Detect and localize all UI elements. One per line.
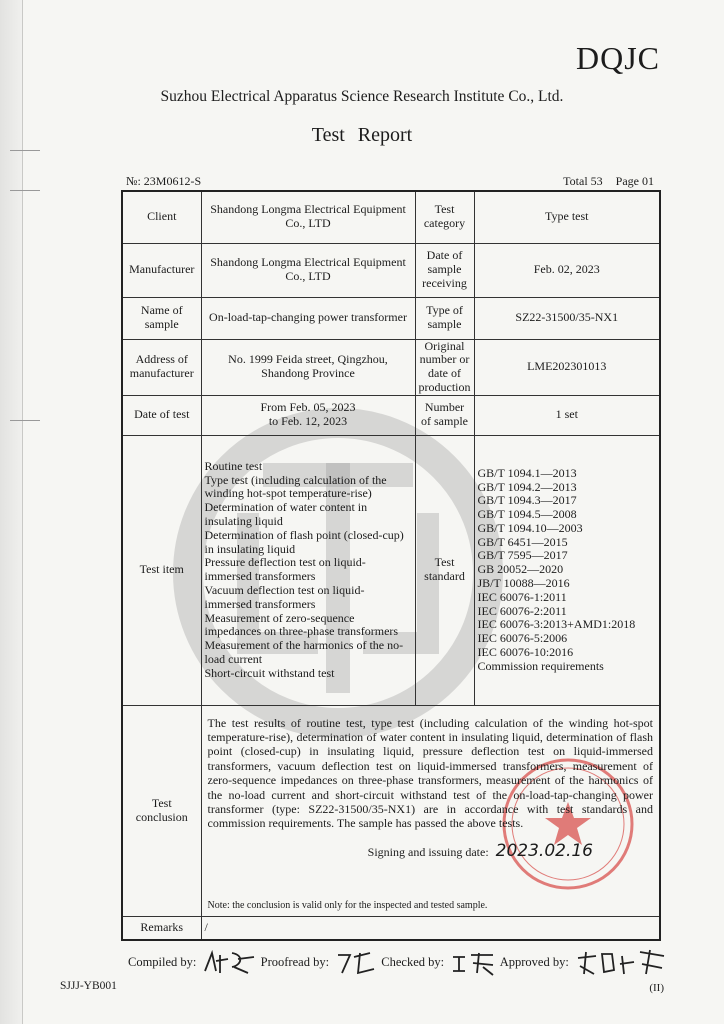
list-item: IEC 60076-10:2016 xyxy=(477,645,574,660)
test-category-value: Type test xyxy=(474,191,660,243)
table-row xyxy=(122,705,660,916)
list-item: GB/T 1094.5—2008 xyxy=(477,507,577,522)
table-row xyxy=(122,297,660,339)
test-category-label: Test category xyxy=(415,191,474,243)
conclusion-note: Note: the conclusion is valid only for the inspected and tested sample. xyxy=(207,900,488,912)
list-item: IEC 60076-5:2006 xyxy=(477,631,568,646)
date-receiving-value: Feb. 02, 2023 xyxy=(474,243,660,297)
address-label: Address of manufacturer xyxy=(122,339,201,395)
checked-signature-icon xyxy=(449,949,497,977)
test-standard-list xyxy=(474,435,660,705)
binding-tick xyxy=(10,190,40,191)
list-item: GB/T 1094.3—2017 xyxy=(477,493,577,508)
report-table xyxy=(121,190,661,941)
report-number: №: 23M0612-S xyxy=(126,174,202,188)
brand-logo: DQJC xyxy=(575,40,660,76)
binding-tick xyxy=(10,420,40,421)
client-value: Shandong Longma Electrical Equipment Co., LTD xyxy=(201,191,415,243)
test-item-label: Test item xyxy=(122,435,201,705)
list-item: Short-circuit withstand test xyxy=(204,665,335,680)
table-row xyxy=(122,435,660,705)
signing-label: Signing and issuing date: xyxy=(367,844,489,859)
checked-label: Checked by: xyxy=(381,954,445,969)
list-item: Measurement of zero-sequence impedances on three-phase transformers xyxy=(204,610,399,639)
proofread-label: Proofread by: xyxy=(260,954,330,969)
date-from: From Feb. 05, 2023 xyxy=(260,400,356,415)
list-item: GB/T 7595—2017 xyxy=(477,548,568,563)
list-item: Type test (including calculation of the winding hot-spot temperature-rise) xyxy=(204,472,387,501)
sample-type-label: Type of sample xyxy=(415,297,474,339)
list-item: GB 20052—2020 xyxy=(477,562,564,577)
remarks-value: / xyxy=(201,916,660,940)
test-standard-label: Test standard xyxy=(415,435,474,705)
list-item: IEC 60076-1:2011 xyxy=(477,589,567,604)
approved-signature-icon xyxy=(574,948,666,978)
table-row xyxy=(122,339,660,395)
table-row xyxy=(122,916,660,940)
page-info xyxy=(553,174,654,189)
proofread-signature-icon xyxy=(334,949,378,977)
conclusion-label: Test conclusion xyxy=(122,705,201,916)
list-item: IEC 60076-2:2011 xyxy=(477,603,567,618)
list-item: GB/T 6451—2015 xyxy=(477,534,568,549)
conclusion-cell xyxy=(201,705,660,916)
date-to: to Feb. 12, 2023 xyxy=(268,414,348,429)
page-number: Page 01 xyxy=(615,174,654,188)
compiled-signature-icon xyxy=(202,949,258,977)
date-of-test-label: Date of test xyxy=(122,395,201,435)
list-item: Determination of flash point (closed-cup) in insulating liquid xyxy=(204,527,404,556)
date-receiving-label: Date of sample receiving xyxy=(415,243,474,297)
list-item: Vacuum deflection test on liquid-immersed transformers xyxy=(204,582,365,611)
manufacturer-value: Shandong Longma Electrical Equipment Co., LTD xyxy=(201,243,415,297)
address-value: No. 1999 Feida street, Qingzhou, Shandong Province xyxy=(201,339,415,395)
table-row xyxy=(122,243,660,297)
number-of-sample-value: 1 set xyxy=(474,395,660,435)
number-of-sample-label: Number of sample xyxy=(415,395,474,435)
binding-edge xyxy=(0,0,23,1024)
table-row xyxy=(122,395,660,435)
date-of-test-value xyxy=(201,395,415,435)
institute-name: Suzhou Electrical Apparatus Science Research Institute Co., Ltd. xyxy=(160,88,564,105)
list-item: Commission requirements xyxy=(477,658,604,673)
report-title: Test Report xyxy=(311,124,413,146)
conclusion-text: The test results of routine test, type test (including calculation of the winding hot-spot temperature-rise), determination of water content in insulating liquid, determination of flash point (closed-cup) in insulating liquid, pressure deflection test on liquid-immersed transformers, vacuum deflection test on liquid-immersed transformers, measurement of zero-sequence impedances on three-phase transformers, measurement of the harmonics of the no-load current and short-circuit withstand test of the on-load-tap-changing power transformer (type: SZ22-31500/35-NX1) are in accordance with test standards and commission requirements. The sample has passed the above tests. xyxy=(207,715,653,831)
list-item: GB/T 1094.10—2003 xyxy=(477,520,583,535)
list-item: GB/T 1094.2—2013 xyxy=(477,479,577,494)
list-item: Routine test xyxy=(204,458,263,473)
sample-name-value: On-load-tap-changing power transformer xyxy=(201,297,415,339)
sample-name-label: Name of sample xyxy=(122,297,201,339)
compiled-label: Compiled by: xyxy=(128,954,197,969)
sample-type-value: SZ22-31500/35-NX1 xyxy=(474,297,660,339)
list-item: Measurement of the harmonics of the no-load current xyxy=(204,638,404,666)
original-number-label: Original number or date of production xyxy=(415,339,474,395)
document-code: SJJJ-YB001 xyxy=(60,980,117,992)
signing-line xyxy=(368,842,593,862)
signature-line xyxy=(128,948,666,978)
total-pages: Total 53 xyxy=(563,174,603,188)
approved-label: Approved by: xyxy=(499,954,569,969)
table-row xyxy=(122,191,660,243)
list-item: GB/T 1094.1—2013 xyxy=(477,465,577,480)
list-item: Pressure deflection test on liquid-immersed transformers xyxy=(204,555,366,584)
remarks-label: Remarks xyxy=(122,916,201,940)
page-code: (II) xyxy=(649,982,664,994)
manufacturer-label: Manufacturer xyxy=(122,243,201,297)
binding-tick xyxy=(10,150,40,151)
list-item: IEC 60076-3:2013+AMD1:2018 xyxy=(477,617,636,632)
original-number-value: LME202301013 xyxy=(474,339,660,395)
list-item: Determination of water content in insulating liquid xyxy=(204,500,368,528)
list-item: JB/T 10088—2016 xyxy=(477,576,570,591)
client-label: Client xyxy=(122,191,201,243)
signing-date: 2023.02.16 xyxy=(495,840,593,861)
test-item-list xyxy=(201,435,415,705)
